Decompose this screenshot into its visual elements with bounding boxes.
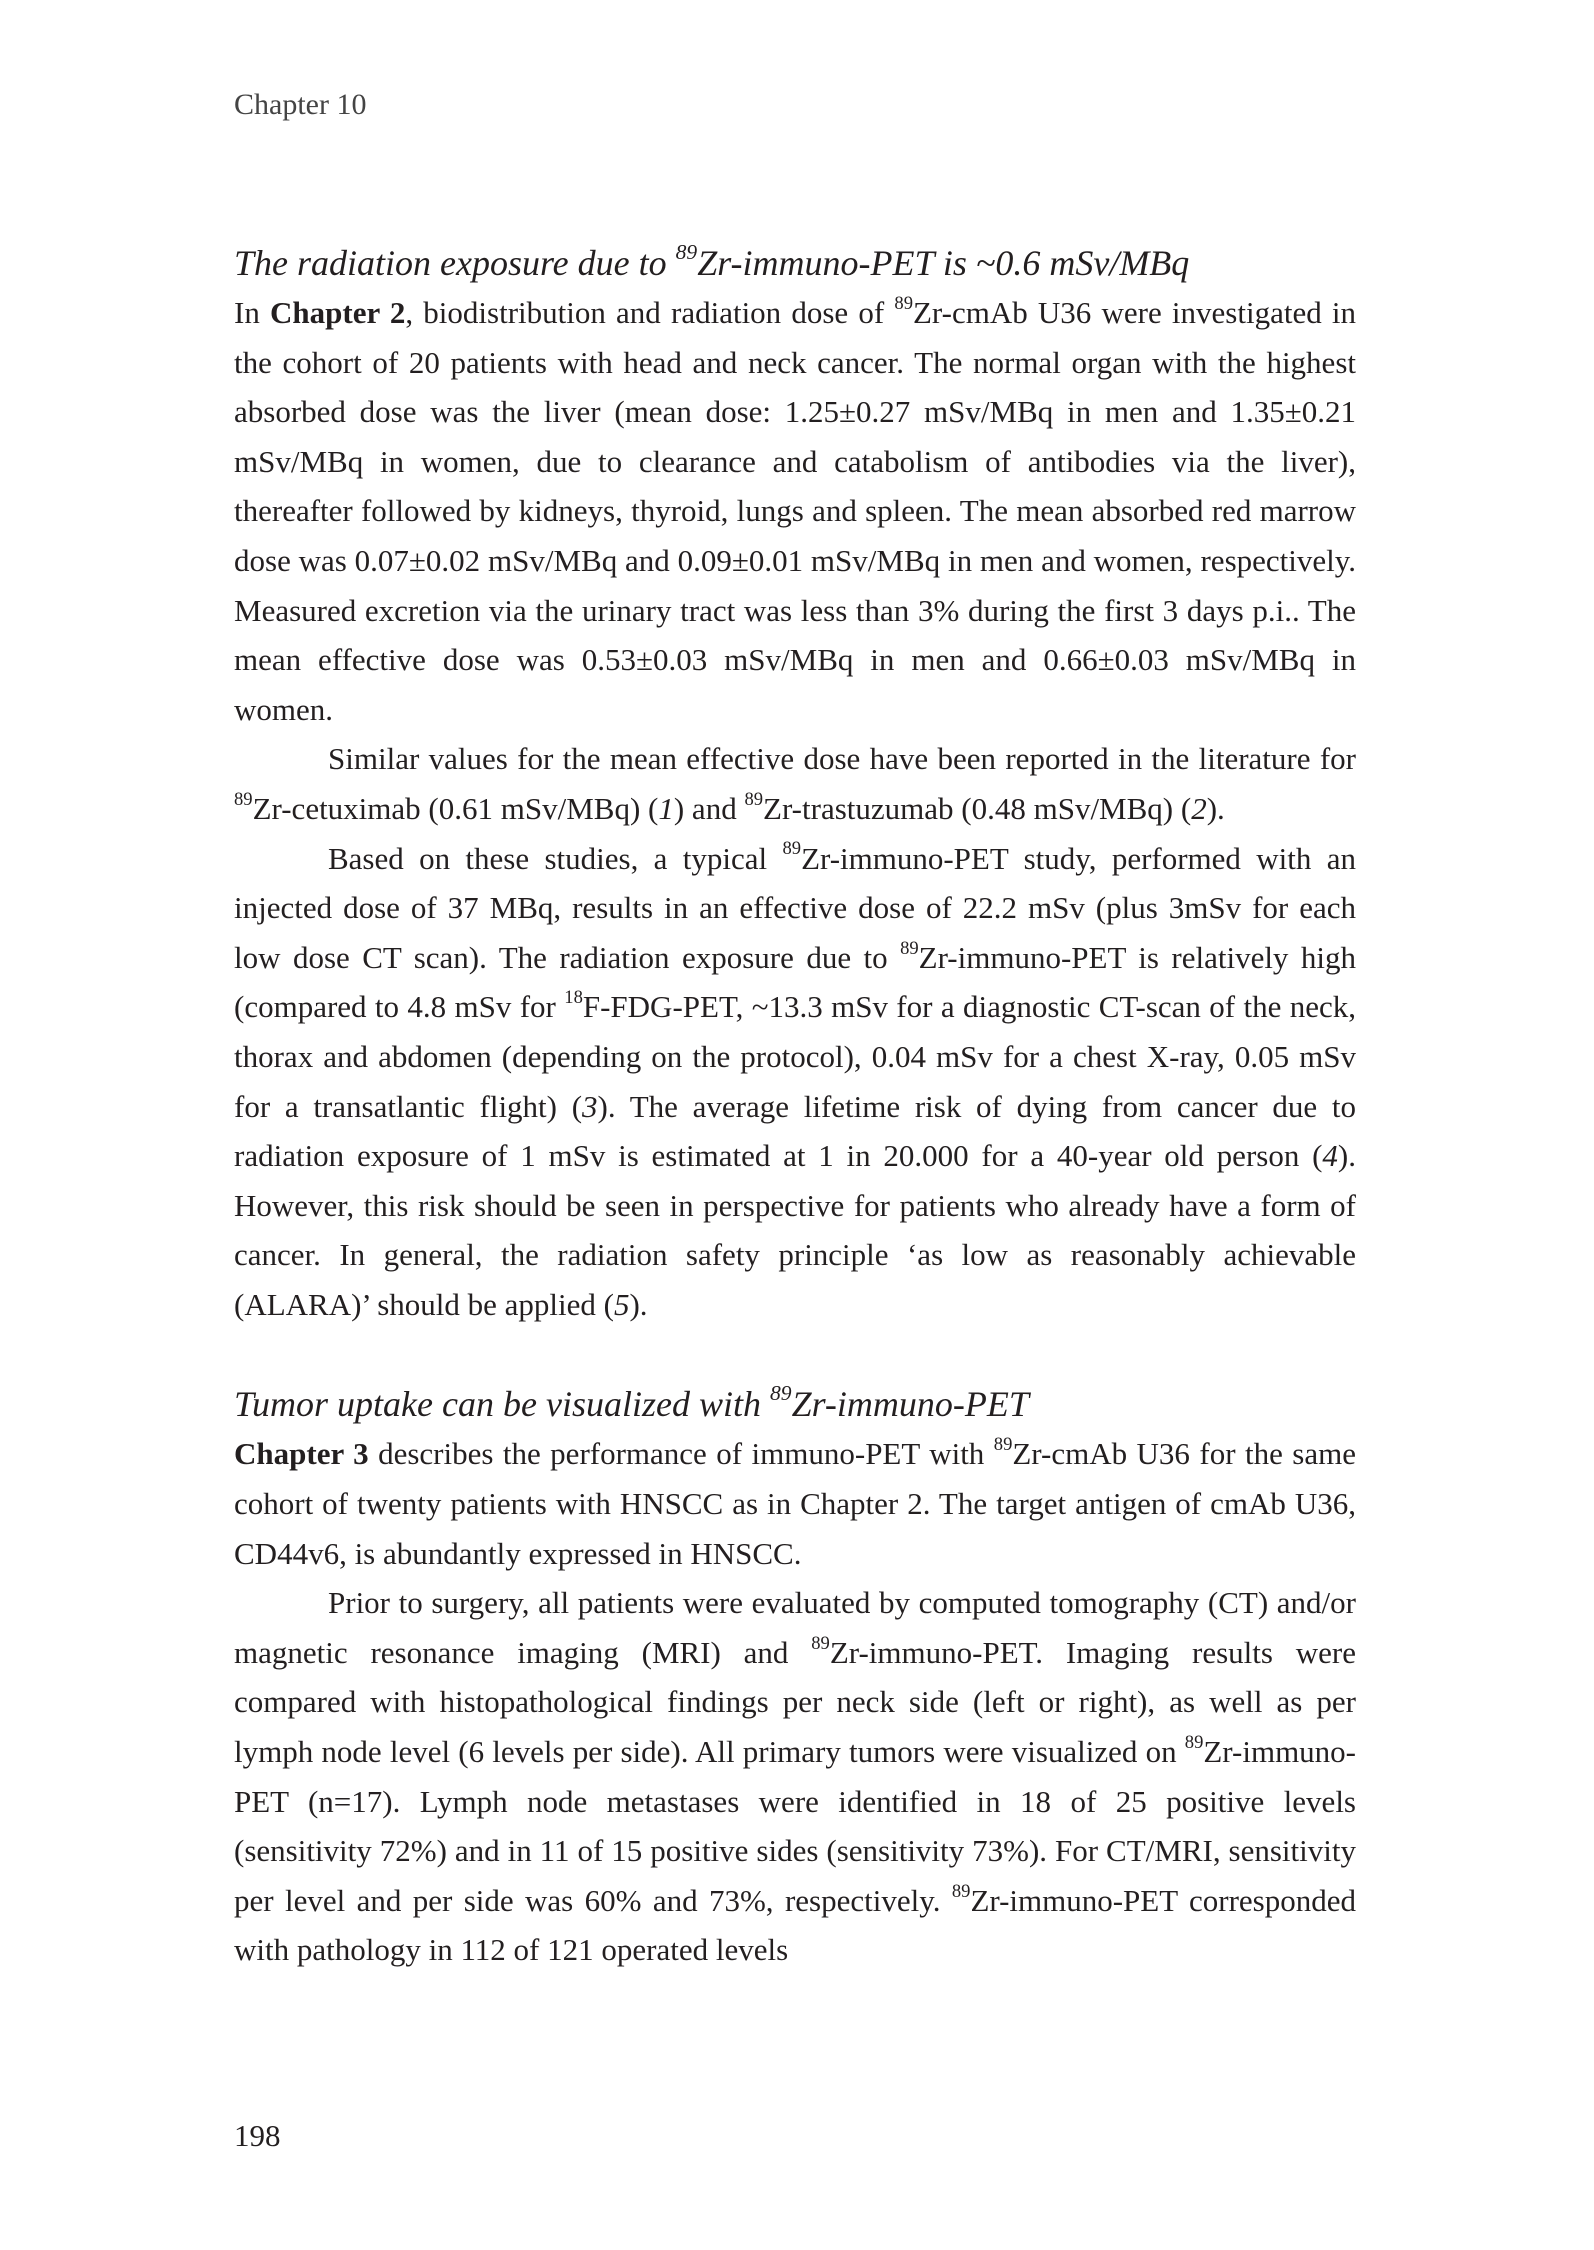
- isotope-superscript: 89: [993, 1434, 1013, 1456]
- paragraph: Based on these studies, a typical $^{89}$Zr-immuno-PET study, performed with an injected dose of 37 MBq, results in an effective dose of 22.2 mSv (plus 3mSv for each low dose CT scan). The radiation exposure due to $^{89}$Zr-immuno-PET is relatively high (compared to 4.8 mSv for $^{18}$F-FDG-PET, ~13.3 mSv for a diagnostic CT-scan of the neck, thorax and abdomen (depending on the protocol), 0.04 mSv for a chest X-ray, 0.05 mSv for a transatlantic flight) (3). The average lifetime risk of dying from cancer due to radiation exposure of 1 mSv is estimated at 1 in 20.000 for a 40-year old person (4). However, this risk should be seen in perspective for patients who already have a form of cancer. In general, the radiation safety principle ‘as low as reasonably achievable (ALARA)’ should be applied (5).: [234, 838, 1356, 1322]
- isotope-superscript: 89: [744, 788, 764, 810]
- isotope-superscript: 89: [234, 788, 253, 810]
- isotope-superscript: 89: [675, 239, 698, 264]
- running-head: Chapter 10: [234, 88, 367, 121]
- chapter-reference: Chapter 2: [270, 295, 406, 330]
- page-number: 198: [234, 2118, 281, 2153]
- isotope-superscript: 89: [1184, 1731, 1204, 1753]
- isotope-superscript: 18: [564, 987, 583, 1009]
- citation-number: 4: [1322, 1138, 1338, 1174]
- isotope-superscript: 89: [811, 1632, 830, 1654]
- body-text: [234, 238, 1356, 1975]
- isotope-superscript: 89: [951, 1880, 971, 1902]
- paragraph: Chapter 3 describes the performance of immuno-PET with $^{89}$Zr-cmAb U36 for the same cohort of twenty patients with HNSCC as in Chapter 2. The target antigen of cmAb U36, CD44v6, is abundantly expressed in HNSCC.: [234, 1434, 1356, 1571]
- citation-number: 1: [658, 790, 674, 826]
- paragraph: Similar values for the mean effective dose have been reported in the literature for $^{89}$Zr-cetuximab (0.61 mSv/MBq) (1) and $^{89}$Zr-trastuzumab (0.48 mSv/MBq) (2).: [234, 741, 1356, 826]
- isotope-superscript: 89: [782, 838, 802, 860]
- section-heading: The radiation exposure due to $^{89}$Zr-immuno-PET is ~0.6 mSv/MBq: [234, 239, 1190, 283]
- paragraph: Prior to surgery, all patients were evaluated by computed tomography (CT) and/or magnetic resonance imaging (MRI) and $^{89}$Zr-immuno-PET. Imaging results were compared with histopathological findings per neck side (left or right), as well as per lymph node level (6 levels per side). All primary tumors were visualized on $^{89}$Zr-immuno-PET (n=17). Lymph node metastases were identified in 18 of 25 positive levels (sensitivity 72%) and in 11 of 15 positive sides (sensitivity 73%). For CT/MRI, sensitivity per level and per side was 60% and 73%, respectively. $^{89}$Zr-immuno-PET corresponded with pathology in 112 of 121 operated levels: [234, 1585, 1356, 1968]
- section-heading: Tumor uptake can be visualized with $^{89}$Zr-immuno-PET: [234, 1381, 1029, 1425]
- citation-number: 3: [582, 1088, 598, 1124]
- isotope-superscript: 89: [900, 937, 919, 959]
- isotope-superscript: 89: [894, 292, 913, 314]
- isotope-superscript: 89: [769, 1381, 792, 1406]
- paragraph: In Chapter 2, biodistribution and radiation dose of $^{89}$Zr-cmAb U36 were investigated in the cohort of 20 patients with head and neck cancer. The normal organ with the highest absorbed dose was the liver (mean dose: 1.25±0.27 mSv/MBq in men and 1.35±0.21 mSv/MBq in women, due to clearance and catabolism of antibodies via the liver), thereafter followed by kidneys, thyroid, lungs and spleen. The mean absorbed red marrow dose was 0.07±0.02 mSv/MBq and 0.09±0.01 mSv/MBq in men and women, respectively. Measured excretion via the urinary tract was less than 3% during the first 3 days p.i.. The mean effective dose was 0.53±0.03 mSv/MBq in men and 0.66±0.03 mSv/MBq in women.: [234, 292, 1356, 727]
- citation-number: 5: [613, 1286, 630, 1322]
- chapter-reference: Chapter 3: [234, 1436, 369, 1472]
- citation-number: 2: [1191, 790, 1207, 826]
